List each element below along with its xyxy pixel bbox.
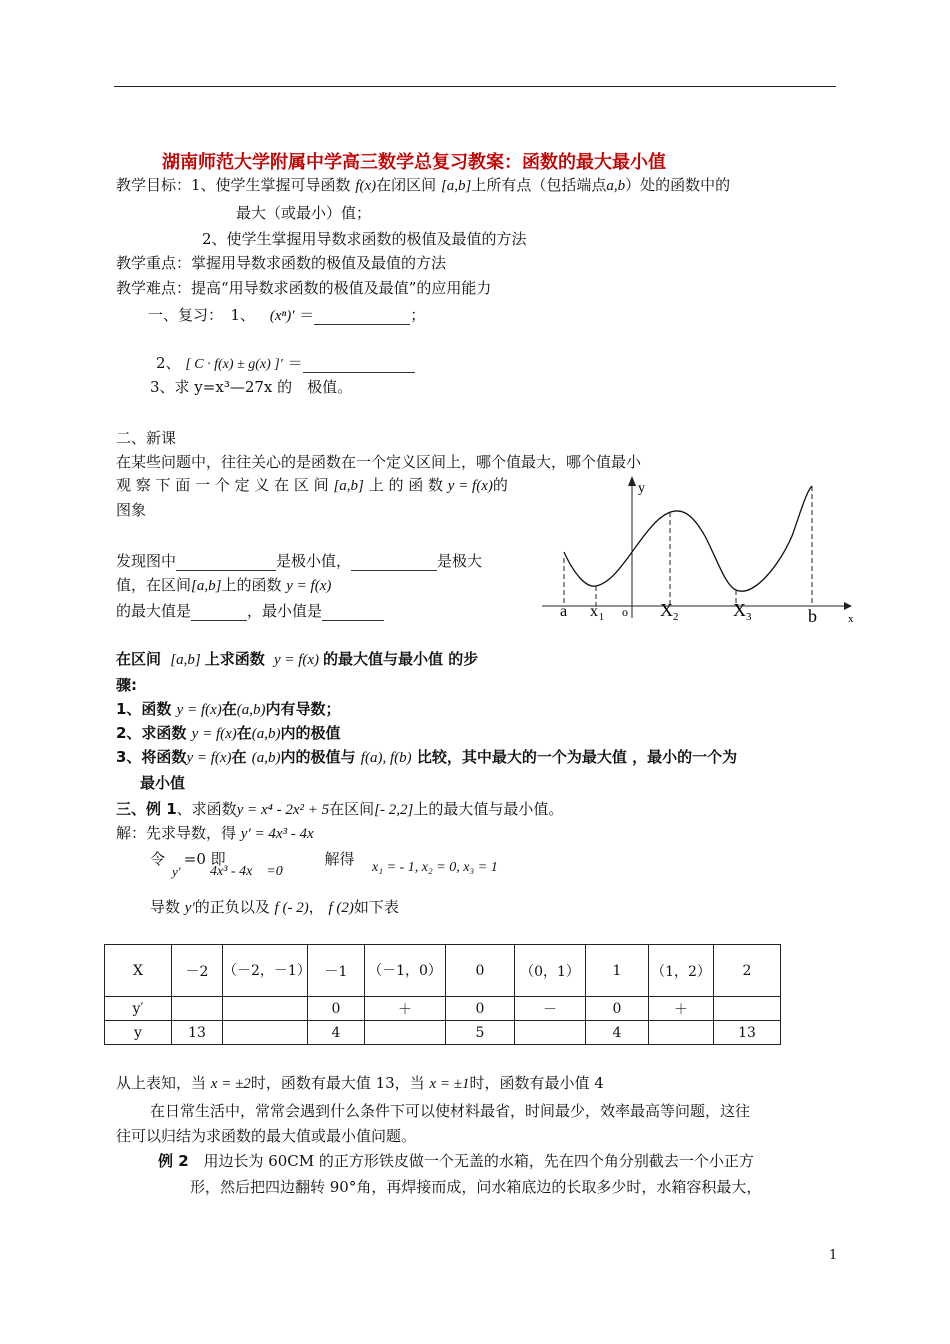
steps-title-2: 骤:	[116, 676, 137, 694]
table-cell: ＋	[649, 997, 714, 1021]
para-6-a: 的最大值是	[116, 602, 192, 620]
solution-a: 解：先求导数，得	[116, 824, 237, 842]
review-1-blank[interactable]	[314, 310, 410, 325]
steps-func: y = f(x)	[273, 652, 320, 668]
para-4-b: 是极小值，	[276, 552, 352, 570]
step-1-func: y = f(x)	[176, 702, 222, 718]
review-1-expr: (xⁿ)′	[269, 308, 295, 324]
goal-interval: [a,b]	[440, 178, 472, 194]
table-cell: 5	[446, 1021, 515, 1045]
goal-fx: f(x)	[355, 178, 377, 194]
step-1-b: 在	[221, 700, 237, 718]
goal-line-1	[116, 174, 730, 195]
step-3-func: y = f(x)	[186, 750, 232, 766]
table-row-yprime	[105, 997, 781, 1021]
goal-line-2: 最大（或最小）值；	[236, 204, 372, 222]
review-2-expr: [ C · f(x) ± g(x) ]′	[185, 357, 283, 372]
example-2-label: 例 2	[158, 1152, 189, 1170]
step-2	[116, 722, 341, 743]
step-2-b: 在	[236, 724, 252, 742]
deriv-sign-f1: f (- 2)	[274, 900, 309, 916]
graph-b-label: b	[808, 606, 817, 626]
table-cell: 0	[446, 945, 515, 997]
conclusion-b: 时，函数有最大值 13，当	[250, 1074, 425, 1092]
teaching-difficulty: 教学难点：提高“用导数求函数的极值及最值”的应用能力	[116, 279, 492, 297]
table-cell: y	[105, 1021, 172, 1045]
step-3-cont: 最小值	[140, 774, 186, 792]
table-cell: 13	[172, 1021, 223, 1045]
deriv-sign-c: ，	[308, 898, 324, 916]
example-1-b: 在区间	[329, 800, 375, 818]
let-c: 解得	[324, 850, 355, 868]
graph-x2-sub: 2	[673, 611, 679, 623]
document-title: 湖南师范大学附属中学高三数学总复习教案：函数的最大最小值	[162, 152, 666, 173]
example-2	[158, 1150, 754, 1171]
review-item-1: 一、复习： 1、 (xⁿ)′ ＝ ；	[148, 306, 426, 324]
example-1-func: y = x⁴ - 2x² + 5	[236, 802, 330, 818]
table-cell: 0	[586, 997, 649, 1021]
graph-x-label: x	[848, 613, 854, 625]
table-cell	[515, 1021, 586, 1045]
step-3-c: 内的极值与	[280, 748, 356, 766]
example-1-a: 、求函数	[176, 800, 237, 818]
table-cell: y′	[105, 997, 172, 1021]
example-1	[116, 798, 563, 819]
blank-max-value[interactable]	[191, 606, 247, 621]
deriv-sign-line	[150, 896, 399, 917]
table-cell: 0	[446, 997, 515, 1021]
step-3	[116, 746, 737, 767]
table-cell: ＋	[365, 997, 446, 1021]
review-2-label: 2、	[156, 354, 181, 372]
example-2-line-2: 形，然后把四边翻转 90°角，再焊接而成，问水箱底边的长取多少时，水箱容积最大，	[190, 1178, 762, 1196]
para-5-interval: [a,b]	[191, 578, 222, 594]
teaching-focus: 教学重点：掌握用导数求函数的极值及最值的方法	[116, 254, 447, 272]
para-4-c: 是极大	[437, 552, 483, 570]
para-3: 图象	[116, 501, 147, 519]
graph-x1-label: x	[590, 603, 598, 620]
page-number: 1	[829, 1248, 838, 1263]
let-b: =0 即	[183, 850, 226, 868]
graph-x1-sub: 1	[599, 612, 604, 623]
para-4-a: 发现图中	[116, 552, 177, 570]
example-1-label: 三、例 1	[116, 800, 177, 818]
para-2-a: 观 察 下 面 一 个 定 义 在 区 间	[116, 476, 329, 494]
deriv-sign-d: 如下表	[353, 898, 399, 916]
para-5-func: y = f(x)	[286, 578, 332, 594]
goal-text-c: 上所有点（包括端点	[471, 176, 607, 194]
para-5-a: 值，在区间	[116, 576, 192, 594]
step-1-a: 1、函数	[116, 700, 172, 718]
conclusion-a: 从上表知，当	[116, 1074, 207, 1092]
table-cell: 0	[308, 997, 365, 1021]
goal-ab: a,b	[606, 178, 626, 194]
steps-title	[116, 648, 478, 669]
para-6-b: ，最小值是	[247, 602, 323, 620]
para-2-interval: [a,b]	[333, 478, 364, 494]
conclusion-x2: x = ±1	[429, 1076, 470, 1092]
para-2-func: y = f(x)	[447, 478, 493, 494]
steps-title-b: 上求函数	[204, 650, 265, 668]
table-row-y	[105, 1021, 781, 1045]
table-cell: 4	[308, 1021, 365, 1045]
step-2-a: 2、求函数	[116, 724, 187, 742]
table-cell: －1	[308, 945, 365, 997]
step-3-d: 比较，其中最大的一个为最大值 ，最小的一个为	[416, 748, 738, 766]
let-a: 令	[150, 850, 166, 868]
table-cell: 1	[586, 945, 649, 997]
table-cell: －2	[172, 945, 223, 997]
deriv-sign-f2: f (2)	[328, 900, 354, 916]
conclusion-c: 时，函数有最小值 4	[469, 1074, 604, 1092]
table-cell: －	[515, 997, 586, 1021]
life-line-1: 在日常生活中，常常会遇到什么条件下可以使材料最省，时间最少，效率最高等问题，这往	[150, 1102, 751, 1120]
goal-text-a: 教学目标：1、使学生掌握可导函数	[116, 176, 351, 194]
para-2-b: 上 的 函 数	[368, 476, 443, 494]
table-cell	[172, 997, 223, 1021]
graph-o-label: o	[622, 605, 628, 619]
table-cell: 4	[586, 1021, 649, 1045]
table-cell	[223, 997, 308, 1021]
table-cell: 2	[714, 945, 781, 997]
para-2-c: 的	[492, 476, 508, 494]
table-cell: X	[105, 945, 172, 997]
example-1-c: 上的最大值与最小值。	[413, 800, 564, 818]
goal-text-b: 在闭区间	[376, 176, 437, 194]
sign-table	[104, 944, 781, 1045]
conclusion-x1: x = ±2	[210, 1076, 251, 1092]
new-lesson-heading: 二、新课	[116, 429, 177, 447]
table-row-x	[105, 945, 781, 997]
step-1-int: (a,b)	[236, 702, 266, 718]
para-2	[116, 474, 508, 495]
graph-y-label: y	[638, 481, 645, 496]
review-1-eq: ＝	[299, 306, 315, 324]
step-1-c: 内有导数；	[265, 700, 341, 718]
graph-a-label: a	[560, 603, 568, 620]
example-2-line-1: 用边长为 60CM 的正方形铁皮做一个无盖的水箱，先在四个角分别截去一个小正方	[203, 1152, 754, 1170]
header-rule	[114, 86, 836, 87]
step-3-b: 在	[231, 748, 247, 766]
step-3-vals: f(a), f(b)	[360, 750, 412, 766]
table-cell	[714, 997, 781, 1021]
conclusion	[116, 1072, 604, 1093]
goal-text-d: ）处的函数中的	[625, 176, 731, 194]
blank-min-value[interactable]	[322, 606, 384, 621]
table-cell	[649, 1021, 714, 1045]
steps-title-a: 在区间	[116, 650, 162, 668]
table-cell	[223, 1021, 308, 1045]
review-label: 一、复习： 1、	[148, 306, 256, 324]
blank-min[interactable]	[176, 556, 276, 571]
function-curve	[564, 486, 812, 591]
steps-title-c: 的最大值与最小值 的步	[323, 650, 479, 668]
deriv-sign-b: 的正负以及	[194, 898, 270, 916]
blank-max[interactable]	[351, 556, 437, 571]
y-axis-arrow	[628, 476, 636, 486]
table-cell: （－1，0）	[365, 945, 446, 997]
life-line-2: 往可以归结为求函数的最大值或最小值问题。	[116, 1127, 417, 1145]
para-1: 在某些问题中，往往关心的是函数在一个定义区间上，哪个值最大，哪个值最小	[116, 453, 642, 471]
para-5	[116, 574, 331, 595]
review-item-3: 3、求 y=x³—27x 的 极值。	[150, 378, 353, 396]
let-roots: x₁ = - 1, x₂ = 0, x₃ = 1	[372, 860, 498, 875]
review-item-2	[156, 352, 415, 373]
let-y: y′	[172, 864, 181, 879]
goal-line-3: 2、使学生掌握用导数求函数的极值及最值的方法	[202, 230, 527, 248]
review-2-eq: ＝	[287, 354, 303, 372]
solution-deriv: y′ = 4x³ - 4x	[240, 826, 314, 842]
step-1	[116, 698, 341, 719]
step-3-int: (a,b)	[251, 750, 281, 766]
table-cell	[365, 1021, 446, 1045]
step-2-c: 内的极值	[280, 724, 341, 742]
graph-x3-label: X	[733, 600, 746, 620]
table-cell: （－2，－1）	[223, 945, 308, 997]
step-2-func: y = f(x)	[191, 726, 237, 742]
table-cell: 13	[714, 1021, 781, 1045]
deriv-sign-a: 导数	[150, 898, 181, 916]
review-2-blank[interactable]	[303, 358, 415, 373]
para-5-b: 上的函数	[221, 576, 282, 594]
step-3-a: 3、将函数	[116, 748, 187, 766]
function-graph	[530, 470, 870, 630]
solution-line	[116, 822, 314, 843]
step-2-int: (a,b)	[251, 726, 281, 742]
graph-x3-sub: 3	[746, 611, 752, 623]
example-1-interval: [- 2,2]	[374, 802, 414, 818]
steps-interval: [a,b]	[170, 652, 201, 668]
let-equation: 4x³ - 4x =0	[210, 864, 283, 879]
graph-x2-label: X	[660, 600, 673, 620]
deriv-sign-y: y′	[184, 900, 195, 916]
para-6	[116, 600, 384, 621]
x-axis-arrow	[844, 602, 852, 610]
table-cell: （0，1）	[515, 945, 586, 997]
para-4	[116, 550, 482, 571]
table-cell: （1，2）	[649, 945, 714, 997]
